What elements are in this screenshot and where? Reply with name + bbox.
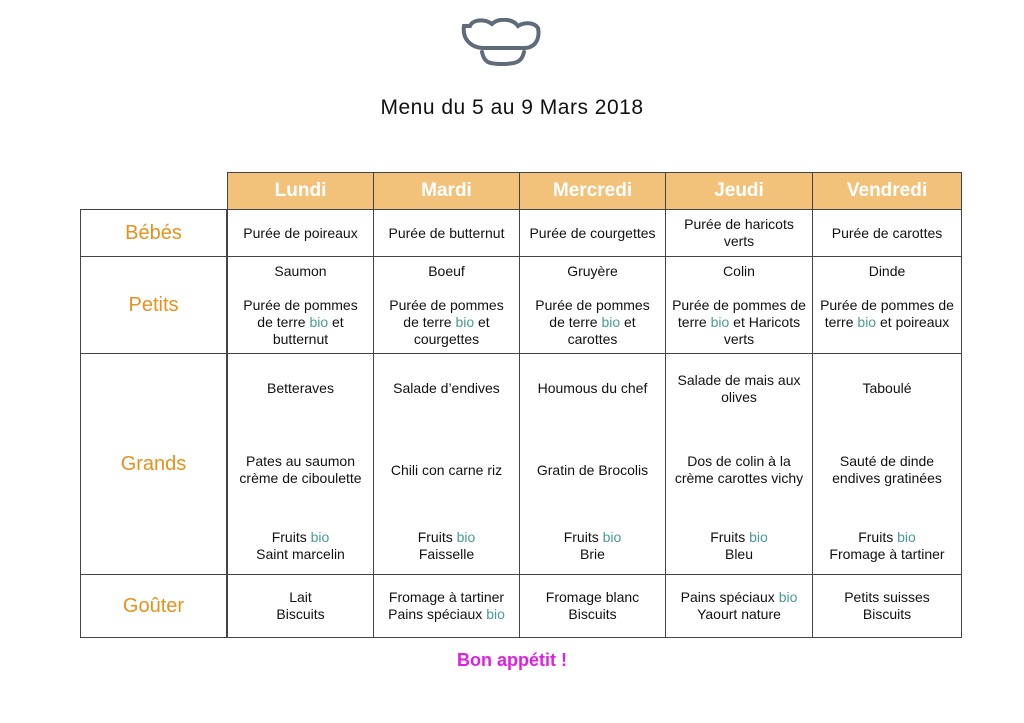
bio-label: bio [455,314,475,330]
petits-mercredi [519,256,666,354]
petits-jeudi [665,256,813,354]
page-title: Menu du 5 au 9 Mars 2018 [380,96,644,119]
day-header-lundi: Lundi [227,172,374,210]
bio-label: bio [857,314,877,330]
petits-puree: Purée de pommes de terre bio et poireaux [820,297,954,330]
grands-plat-mercredi: Gratin de Brocolis [519,423,666,517]
grands-entree-vendredi: Taboulé [812,353,962,423]
menu-table [80,172,962,638]
bio-label: bio [710,314,730,330]
day-header-vendredi: Vendredi [812,172,962,210]
petits-main: Gruyère [567,263,618,279]
grands-dessert-mercredi: Fruits bio Brie [519,517,666,575]
day-header-mardi: Mardi [373,172,520,210]
petits-main: Colin [723,263,755,279]
petits-main: Dinde [868,263,906,279]
grands-entree-lundi: Betteraves [227,353,374,423]
bio-label: bio [310,528,330,545]
bio-label: bio [897,528,916,545]
grands-dessert-mardi: Fruits bio Faisselle [373,517,520,575]
grands-dessert-vendredi: Fruits bio Fromage à tartiner [812,517,962,575]
petits-main: Saumon [274,263,327,279]
bebes-vendredi: Purée de carottes [812,209,962,257]
row-label-gouter: Goûter [80,574,227,638]
bio-label: bio [602,528,622,545]
grands-plat-vendredi: Sauté de dinde endives gratinées [812,423,962,517]
bebes-mardi: Purée de butternut [373,209,520,257]
petits-main: Boeuf [428,263,465,279]
petits-mardi [373,256,520,354]
grands-plat-jeudi: Dos de colin à la crème carottes vichy [665,423,813,517]
grands-entree-jeudi: Salade de mais aux olives [665,353,813,423]
bio-label: bio [456,528,476,545]
grands-entree-mercredi: Houmous du chef [519,353,666,423]
day-header-jeudi: Jeudi [665,172,813,210]
day-header-mercredi: Mercredi [519,172,666,210]
grands-plat-lundi: Pates au saumon crème de ciboulette [227,423,374,517]
petits-puree: Purée de pommes de terre bio et butternut [243,297,358,347]
grands-plat-mardi: Chili con carne riz [373,423,520,517]
grands-dessert-jeudi: Fruits bio Bleu [665,517,813,575]
bio-label: bio [601,314,621,330]
bebes-jeudi: Purée de haricots verts [665,209,813,257]
bon-appetit-footer: Bon appétit ! [457,650,567,670]
chef-hat-logo [458,18,544,66]
row-label-bebes: Bébés [80,209,227,257]
grands-dessert-lundi: Fruits bio Saint marcelin [227,517,374,575]
gouter-mardi: Fromage à tartiner Pains spéciaux bio [373,574,520,638]
grands-entree-mardi: Salade d’endives [373,353,520,423]
bebes-mercredi: Purée de courgettes [519,209,666,257]
bebes-lundi: Purée de poireaux [227,209,374,257]
bio-label: bio [309,314,329,330]
gouter-lundi: Lait Biscuits [227,574,374,638]
petits-puree: Purée de pommes de terre bio et Haricots verts [672,297,806,347]
petits-lundi [227,256,374,354]
petits-puree: Purée de pommes de terre bio et courgettes [389,297,504,347]
gouter-jeudi: Pains spéciaux bio Yaourt nature [665,574,813,638]
petits-vendredi [812,256,962,354]
gouter-mercredi: Fromage blanc Biscuits [519,574,666,638]
petits-puree: Purée de pommes de terre bio et carottes [535,297,650,347]
row-label-grands: Grands [80,353,227,575]
bio-label: bio [749,528,768,545]
row-label-petits: Petits [80,256,227,354]
gouter-vendredi: Petits suisses Biscuits [812,574,962,638]
